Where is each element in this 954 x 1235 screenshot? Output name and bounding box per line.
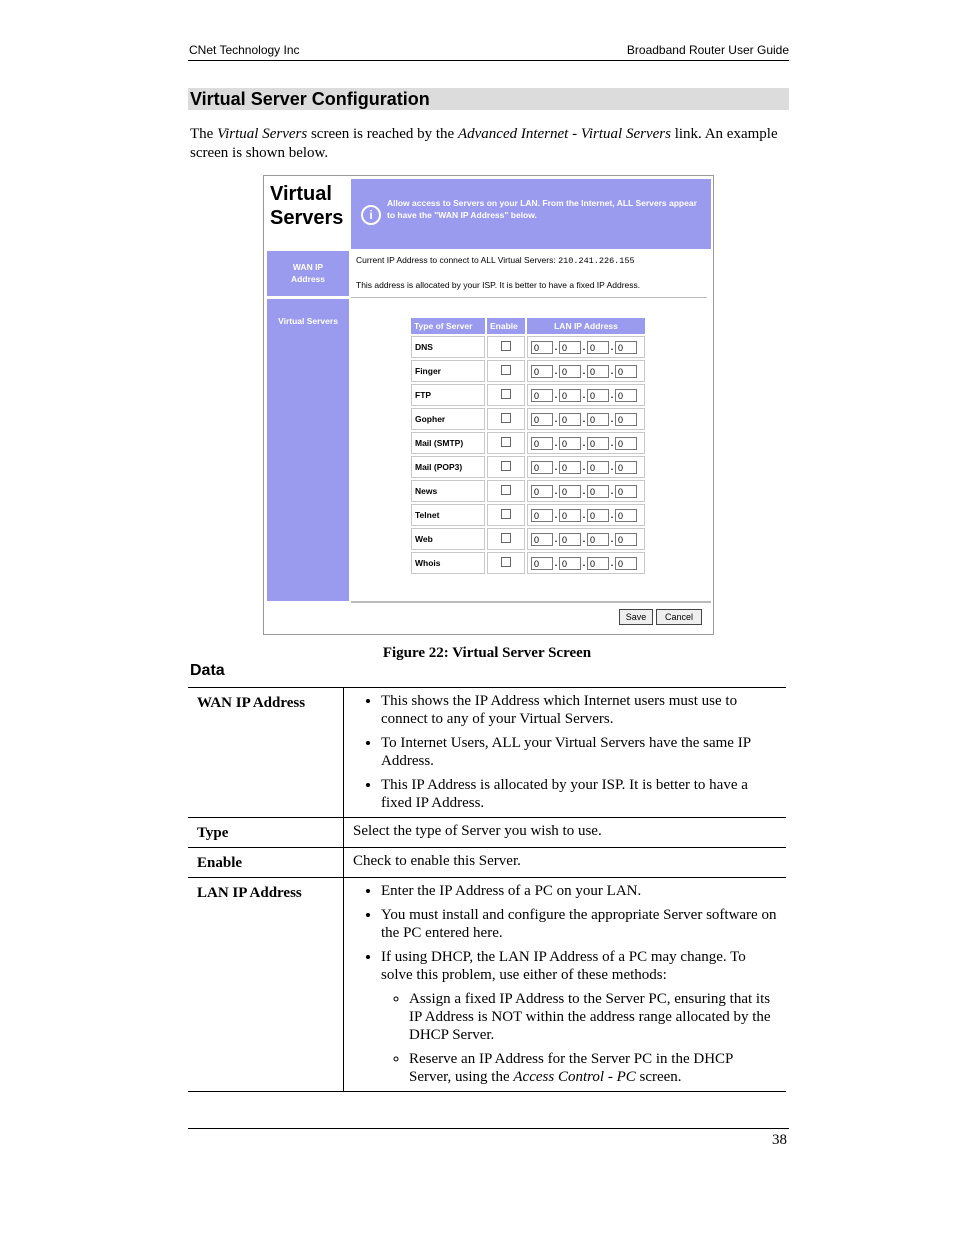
enable-cell [487,504,525,526]
server-type-label: Mail (SMTP) [411,432,485,454]
ip-octet-input[interactable]: 0 [615,461,637,474]
ip-dot: . [610,486,614,496]
row-description: Select the type of Server you wish to use. [344,818,787,848]
ip-octet-input[interactable]: 0 [559,437,581,450]
server-type-label: Mail (POP3) [411,456,485,478]
ip-octet-input[interactable]: 0 [615,437,637,450]
ip-octet-input[interactable]: 0 [559,341,581,354]
enable-cell [487,360,525,382]
enable-checkbox[interactable] [501,413,511,423]
row-type [188,818,786,848]
ip-dot: . [582,510,586,520]
ip-octet-input[interactable]: 0 [587,509,609,522]
ip-dot: . [610,534,614,544]
enable-checkbox[interactable] [501,341,511,351]
ip-octet-input[interactable]: 0 [559,413,581,426]
ip-octet-input[interactable]: 0 [587,413,609,426]
lan-ip-cell [527,432,645,454]
info-banner [351,179,711,249]
enable-checkbox[interactable] [501,533,511,543]
ip-octet-input[interactable]: 0 [615,557,637,570]
ip-octet-input[interactable]: 0 [615,389,637,402]
lan-ip-cell [527,408,645,430]
row-label: WAN IP Address [188,688,344,818]
ip-octet-input[interactable]: 0 [615,485,637,498]
ip-octet-input[interactable]: 0 [587,533,609,546]
server-type-label: Whois [411,552,485,574]
lan-ip-cell [527,360,645,382]
data-heading: Data [190,662,225,679]
server-row [411,360,645,382]
ip-dot: . [610,414,614,424]
figure-caption: Figure 22: Virtual Server Screen [382,645,592,661]
ip-octet-input[interactable]: 0 [531,533,553,546]
row-description: Check to enable this Server. [344,848,787,878]
header-guide-title: Broadband Router User Guide [626,43,789,57]
ip-octet-input[interactable]: 0 [615,413,637,426]
ip-octet-input[interactable]: 0 [559,365,581,378]
col-type-of-server: Type of Server [411,318,485,334]
enable-cell [487,408,525,430]
ip-dot: . [582,342,586,352]
ip-dot: . [610,462,614,472]
sidebar-virtual-servers: Virtual Servers [267,299,349,601]
header-rule [188,60,789,61]
ip-octet-input[interactable]: 0 [559,389,581,402]
ip-dot: . [554,510,558,520]
enable-checkbox[interactable] [501,557,511,567]
server-row [411,480,645,502]
section-title: Virtual Server Configuration [188,88,789,110]
ip-dot: . [610,366,614,376]
ip-dot: . [582,534,586,544]
wan-divider [351,297,707,298]
ip-octet-input[interactable]: 0 [531,509,553,522]
ip-dot: . [554,462,558,472]
banner-text: Allow access to Servers on your LAN. From the Internet, ALL Servers appear to have the "WAN IP Address" below. [387,198,697,220]
server-row [411,528,645,550]
ip-dot: . [554,534,558,544]
ip-dot: . [554,342,558,352]
ip-octet-input[interactable]: 0 [587,341,609,354]
lan-ip-cell [527,504,645,526]
footer-rule [188,1128,789,1129]
lan-ip-cell [527,456,645,478]
sub-bullet: ◦ Reserve an IP Address for the Server PC in the DHCP Server, using the Access Control - PC screen. [409,1050,778,1086]
row-label: LAN IP Address [188,878,344,1092]
ip-dot: . [582,486,586,496]
ip-octet-input[interactable]: 0 [615,509,637,522]
ip-octet-input[interactable]: 0 [531,413,553,426]
server-row [411,408,645,430]
ip-dot: . [554,414,558,424]
ip-dot: . [582,390,586,400]
enable-cell [487,552,525,574]
sub-bullet: ◦ Assign a fixed IP Address to the Server PC, ensuring that its IP Address is NOT within the address range allocated by the DHCP Server. [409,990,778,1044]
ip-octet-input[interactable]: 0 [615,341,637,354]
row-label: Enable [188,848,344,878]
bullet: • To Internet Users, ALL your Virtual Servers have the same IP Address. [381,734,778,770]
server-type-label: Gopher [411,408,485,430]
wan-ip-note: This address is allocated by your ISP. It is better to have a fixed IP Address. [356,280,641,290]
enable-checkbox[interactable] [501,437,511,447]
cancel-button[interactable]: Cancel [656,609,702,625]
server-row [411,552,645,574]
server-type-label: Telnet [411,504,485,526]
ip-octet-input[interactable]: 0 [531,389,553,402]
ip-octet-input[interactable]: 0 [531,557,553,570]
ip-octet-input[interactable]: 0 [531,437,553,450]
enable-checkbox[interactable] [501,485,511,495]
header-company: CNet Technology Inc [189,43,300,57]
enable-cell [487,336,525,358]
data-table [188,687,786,1092]
ip-octet-input[interactable]: 0 [587,461,609,474]
ip-octet-input[interactable]: 0 [587,437,609,450]
ip-octet-input[interactable]: 0 [559,461,581,474]
ip-octet-input[interactable]: 0 [531,461,553,474]
wan-ip-value: 210.241.226.155 [558,256,635,266]
enable-checkbox[interactable] [501,509,511,519]
enable-cell [487,480,525,502]
server-type-label: News [411,480,485,502]
ip-octet-input[interactable]: 0 [615,533,637,546]
server-row [411,336,645,358]
enable-checkbox[interactable] [501,461,511,471]
server-row [411,504,645,526]
row-enable [188,848,786,878]
ip-dot: . [582,558,586,568]
ip-dot: . [554,438,558,448]
ip-octet-input[interactable]: 0 [531,341,553,354]
row-lan-ip-address [188,878,786,1092]
lan-ip-cell [527,336,645,358]
table-divider [351,601,711,603]
bullet: • Enter the IP Address of a PC on your LAN. [381,882,778,900]
server-type-label: Web [411,528,485,550]
wan-ip-line: Current IP Address to connect to ALL Virtual Servers: 210.241.226.155 [356,255,635,266]
ip-dot: . [554,486,558,496]
ip-dot: . [582,366,586,376]
virtual-servers-table [409,316,647,576]
save-button[interactable]: Save [619,609,653,625]
enable-cell [487,528,525,550]
enable-cell [487,384,525,406]
server-type-label: Finger [411,360,485,382]
row-description [344,878,787,1092]
ip-dot: . [610,510,614,520]
lan-ip-cell [527,528,645,550]
lan-ip-cell [527,480,645,502]
ip-dot: . [554,558,558,568]
virtual-server-screenshot [263,175,714,635]
server-type-label: FTP [411,384,485,406]
col-lan-ip-address: LAN IP Address [527,318,645,334]
enable-cell [487,432,525,454]
ip-dot: . [610,342,614,352]
server-row [411,456,645,478]
ip-dot: . [582,414,586,424]
enable-checkbox[interactable] [501,365,511,375]
ip-octet-input[interactable]: 0 [587,389,609,402]
server-row [411,384,645,406]
enable-checkbox[interactable] [501,389,511,399]
ip-dot: . [554,366,558,376]
server-type-label: DNS [411,336,485,358]
ip-octet-input[interactable]: 0 [587,365,609,378]
sidebar-wan-ip-address: WAN IP Address [267,251,349,296]
info-icon: i [361,205,381,225]
enable-cell [487,456,525,478]
ip-octet-input[interactable]: 0 [559,533,581,546]
page-number: 38 [772,1132,787,1148]
bullet: • This shows the IP Address which Internet users must use to connect to any of your Virtual Servers. [381,692,778,728]
ip-octet-input[interactable]: 0 [587,557,609,570]
bullet: • This IP Address is allocated by your ISP. It is better to have a fixed IP Address. [381,776,778,812]
ip-octet-input[interactable]: 0 [559,557,581,570]
lan-ip-cell [527,552,645,574]
intro-paragraph: The Virtual Servers screen is reached by the Advanced Internet - Virtual Servers link. An example screen is shown below. [190,126,778,161]
ip-dot: . [582,462,586,472]
ip-octet-input[interactable]: 0 [559,485,581,498]
row-label: Type [188,818,344,848]
ip-octet-input[interactable]: 0 [615,365,637,378]
row-wan-ip-address [188,688,786,818]
ip-dot: . [582,438,586,448]
bullet: • If using DHCP, the LAN IP Address of a PC may change. To solve this problem, use either of these methods: ◦ Assign a fixed IP Address to the Server PC, ensuring that its IP Address is NOT within the address range allocated by the DHCP Server. ◦ Reserve an IP Address for the Server PC in the DHCP Server, using the Access Control - PC screen. [381,948,778,1086]
bullet: • You must install and configure the appropriate Server software on the PC entered here. [381,906,778,942]
ip-octet-input[interactable]: 0 [531,485,553,498]
ip-octet-input[interactable]: 0 [531,365,553,378]
ip-octet-input[interactable]: 0 [587,485,609,498]
ip-dot: . [610,390,614,400]
ip-dot: . [610,558,614,568]
screen-title: Virtual Servers [270,183,344,229]
server-row [411,432,645,454]
ip-dot: . [554,390,558,400]
ip-octet-input[interactable]: 0 [559,509,581,522]
row-description [344,688,787,818]
col-enable: Enable [487,318,525,334]
lan-ip-cell [527,384,645,406]
ip-dot: . [610,438,614,448]
